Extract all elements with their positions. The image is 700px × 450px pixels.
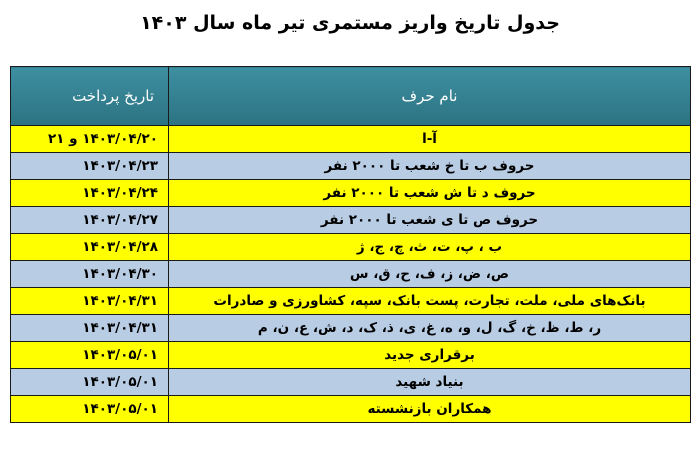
row-date-cell: ۱۴۰۳/۰۴/۳۱ <box>11 288 169 315</box>
row-date-cell: ۱۴۰۳/۰۴/۲۸ <box>11 234 169 261</box>
row-date-cell: ۱۴۰۳/۰۴/۳۰ <box>11 261 169 288</box>
row-name-cell: ر، ط، ظ، خ، گ، ل، و، ه، غ، ی، ذ، ک، د، ش، ع، ن، م <box>169 315 691 342</box>
page-title: جدول تاریخ واریز مستمری تیر ماه سال ۱۴۰۳ <box>140 12 560 34</box>
row-name-cell: ص، ض، ز، ف، ح، ق، س <box>169 261 691 288</box>
table-row <box>11 126 691 153</box>
table-row <box>11 369 691 396</box>
table-header <box>11 67 691 126</box>
table-row <box>11 396 691 423</box>
row-name-cell: آ-ا <box>169 126 691 153</box>
row-name-cell: حروف د تا ش شعب تا ۲۰۰۰ نفر <box>169 180 691 207</box>
table-row <box>11 342 691 369</box>
row-date-cell: ۱۴۰۳/۰۴/۲۴ <box>11 180 169 207</box>
table-row <box>11 234 691 261</box>
column-header-date: تاریخ پرداخت <box>11 67 169 126</box>
row-name-cell: همکاران بازنشسته <box>169 396 691 423</box>
row-name-cell: حروف ص تا ی شعب تا ۲۰۰۰ نفر <box>169 207 691 234</box>
row-name-cell: بنیاد شهید <box>169 369 691 396</box>
table-body <box>11 126 691 423</box>
payment-schedule-table <box>10 66 691 423</box>
header-row <box>11 67 691 126</box>
row-name-cell: حروف ب تا خ شعب تا ۲۰۰۰ نفر <box>169 153 691 180</box>
row-date-cell: ۱۴۰۳/۰۴/۲۷ <box>11 207 169 234</box>
table-row <box>11 180 691 207</box>
table-row <box>11 315 691 342</box>
row-date-cell: ۱۴۰۳/۰۵/۰۱ <box>11 396 169 423</box>
row-date-cell: ۱۴۰۳/۰۵/۰۱ <box>11 369 169 396</box>
row-date-cell: ۱۴۰۳/۰۴/۲۳ <box>11 153 169 180</box>
row-date-cell: ۱۴۰۳/۰۴/۳۱ <box>11 315 169 342</box>
table-row <box>11 207 691 234</box>
table-row <box>11 153 691 180</box>
row-date-cell: ۱۴۰۳/۰۵/۰۱ <box>11 342 169 369</box>
row-name-cell: بانک‌های ملی، ملت، تجارت، پست بانک، سپه، کشاورزی و صادرات <box>169 288 691 315</box>
row-name-cell: برقراری جدید <box>169 342 691 369</box>
table-row <box>11 261 691 288</box>
column-header-name: نام حرف <box>169 67 691 126</box>
row-date-cell: ۱۴۰۳/۰۴/۲۰ و ۲۱ <box>11 126 169 153</box>
row-name-cell: ب ، پ، ت، ث، چ، ج، ژ <box>169 234 691 261</box>
table-row <box>11 288 691 315</box>
